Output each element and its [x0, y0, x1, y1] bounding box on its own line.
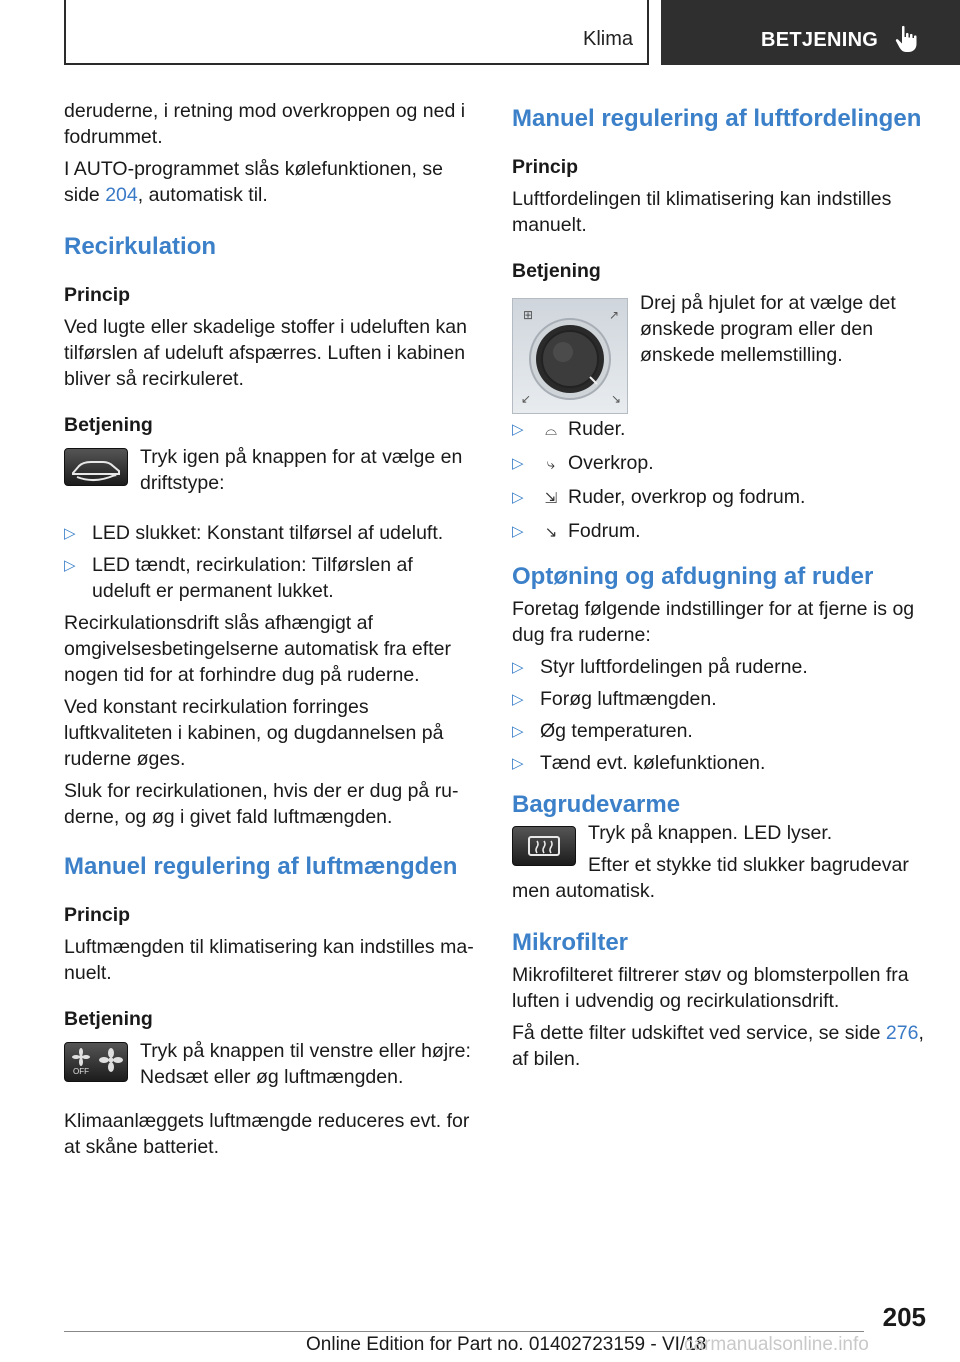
- footer-edition: Online Edition for Part no. 01402723159 - VI/18: [306, 1334, 707, 1355]
- recirculation-princip-heading: Princip: [64, 284, 131, 306]
- list-item: ▷ Tænd evt. kølefunktionen.: [512, 752, 766, 774]
- list-item: ▷ ⤷ Overkrop.: [512, 450, 924, 478]
- list-item: ▷ Styr luftfordelingen på ruderne.: [512, 656, 808, 678]
- list-item: ▷ Øg temperaturen.: [512, 720, 693, 742]
- airflow-betjening-text: Tryk på knappen til venstre eller højre: Nedsæt eller øg luftmængden.: [140, 1040, 471, 1088]
- microfilter-service-paragraph: Få dette filter udskiftet ved service, se side 276, af bilen.: [512, 1022, 924, 1070]
- rear-heater-line2-end: men automatisk.: [512, 880, 656, 902]
- airflow-princip-text: Luftmængden til klimatisering kan indstilles manuelt.: [64, 936, 474, 984]
- recirculation-car-icon: [65, 449, 127, 485]
- distribution-bullet-list: [512, 416, 924, 546]
- rear-window-heater-icon: [513, 827, 575, 865]
- list-item: ▷ LED slukket: Konstant tilførsel af udeluft.: [64, 522, 444, 544]
- recirculation-heading: Recirkulation: [64, 233, 217, 260]
- defrost-heading: Optøning og afdugning af ruder: [512, 563, 874, 590]
- distribution-princip-text: Luftfordelingen til klimatisering kan indstilles manuelt.: [512, 188, 892, 236]
- recirculation-auto-off-paragraph: Recirkulationsdrift slås afhængigt af omgivelsesbetingelserne automatisk fra efter nogen tid for at forhindre dug på ruderne.: [64, 612, 451, 686]
- svg-text:⊞: ⊞: [523, 308, 534, 322]
- left-column: [64, 98, 476, 1166]
- svg-text:↙: ↙: [521, 392, 532, 406]
- windshield-body-feet-icon: ⇲: [544, 490, 558, 507]
- recirculation-quality-paragraph: Ved konstant recirkulation forringes luftkvaliteten i kabinen, og dugdannelsen på ruderne øges.: [64, 696, 444, 770]
- airflow-battery-note: Klimaanlæggets luftmængde reduceres evt. for at skåne batteriet.: [64, 1110, 470, 1158]
- upper-body-airflow-icon: ⤷: [546, 456, 556, 473]
- svg-text:↘: ↘: [611, 392, 622, 406]
- footer-divider: [64, 1331, 864, 1332]
- airflow-heading: Manuel regulering af luftmængden: [64, 853, 458, 880]
- list-item: ▷ Forøg luftmængden.: [512, 688, 717, 710]
- chapter-title: BETJENING: [761, 29, 879, 51]
- list-item: ▷ ⌓ Ruder.: [512, 416, 924, 444]
- intro-paragraph: deruderne, i retning mod overkroppen og ned i fodrummet.: [64, 100, 466, 148]
- windshield-icon: ⌓: [545, 422, 557, 439]
- hand-pointer-icon: [893, 24, 921, 54]
- recirculation-betjening-text: Tryk igen på knappen for at vælge en driftstype:: [140, 446, 463, 494]
- off-label: OFF: [73, 1067, 89, 1076]
- svg-text:↗: ↗: [609, 308, 620, 322]
- air-distribution-dial: [512, 298, 628, 414]
- auto-program-paragraph: I AUTO-programmet slås kølefunktionen, se side 204, automatisk til.: [64, 158, 443, 206]
- footwell-airflow-icon: ↘: [544, 524, 558, 541]
- defrost-bullet-list: [512, 654, 924, 776]
- airflow-betjening-heading: Betjening: [64, 1008, 153, 1030]
- recirculation-betjening-heading: Betjening: [64, 414, 153, 436]
- page-number: 205: [882, 1302, 926, 1332]
- list-item: ▷ ⇲ Ruder, overkrop og fodrum.: [512, 484, 924, 512]
- microfilter-heading: Mikrofilter: [512, 929, 629, 956]
- airflow-princip-heading: Princip: [64, 904, 131, 926]
- rear-heater-line2-start: Efter et stykke tid slukker bagrudevar: [588, 854, 909, 876]
- recirculation-button: [64, 448, 128, 486]
- watermark: carmanualsonline.info: [684, 1334, 869, 1355]
- recirculation-fog-paragraph: Sluk for recirkulationen, hvis der er dug på ruderne, og øg i givet fald luftmængden.: [64, 780, 459, 828]
- recirculation-bullet-list: [64, 520, 476, 604]
- list-item: ▷ ↘ Fodrum.: [512, 518, 924, 546]
- rear-heater-heading: Bagrudevarme: [512, 791, 681, 818]
- airflow-button: [64, 1042, 128, 1082]
- defrost-intro: Foretag følgende indstillinger for at fjerne is og dug fra ruderne:: [512, 598, 915, 646]
- distribution-heading: Manuel regulering af luftfordelingen: [512, 105, 922, 132]
- header-chapter-box: [661, 0, 960, 65]
- right-column: [512, 98, 924, 1078]
- recirculation-princip-text: Ved lugte eller skadelige stoffer i udeluften kan tilførslen af udeluft afspærres. Luften i kabinen bliver så recirkuleret.: [64, 316, 467, 390]
- distribution-princip-heading: Princip: [512, 156, 579, 178]
- microfilter-paragraph: Mikrofilteret filtrerer støv og blomsterpollen fra luften i udvendig og recirkulationsdrift.: [512, 964, 909, 1012]
- header-section-box: [64, 0, 649, 65]
- rear-heater-line1: Tryk på knappen. LED lyser.: [588, 822, 833, 844]
- distribution-betjening-heading: Betjening: [512, 260, 601, 282]
- distribution-betjening-text: Drej på hjulet for at vælge det ønskede program eller den ønskede mellemstilling.: [640, 292, 896, 366]
- rotary-knob-icon: [513, 299, 627, 413]
- section-title: Klima: [582, 28, 633, 50]
- page-link-204[interactable]: 204: [105, 184, 138, 206]
- list-item: ▷ LED tændt, recirkulation: Tilførslen af udeluft er permanent lukket.: [64, 554, 413, 602]
- rear-heater-button: [512, 826, 576, 866]
- page-link-276[interactable]: 276: [885, 1022, 919, 1044]
